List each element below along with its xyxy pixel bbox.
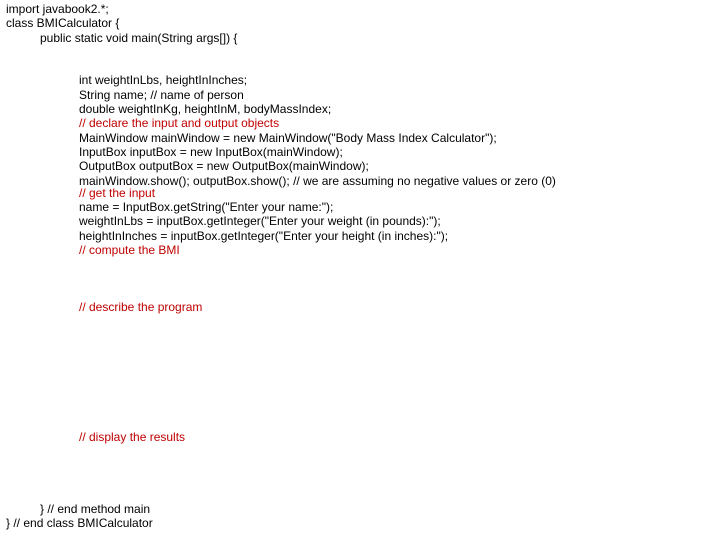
mainwindow-statement: MainWindow mainWindow = new MainWindow("Body Mass Index Calculator"); <box>79 131 497 145</box>
class-declaration: class BMICalculator { <box>6 16 120 30</box>
get-height-statement: heightInInches = inputBox.getInteger("Enter your height (in inches):"); <box>79 229 449 243</box>
show-statement: mainWindow.show(); outputBox.show(); // we are assuming no negative values or zero (0) <box>79 174 556 188</box>
int-declaration: int weightInLbs, heightInInches; <box>79 73 248 87</box>
comment-get-input: // get the input <box>79 186 156 200</box>
outputbox-statement: OutputBox outputBox = new OutputBox(mainWindow); <box>79 159 369 173</box>
double-declaration: double weightInKg, heightInM, bodyMassIndex; <box>79 102 332 116</box>
inputbox-statement: InputBox inputBox = new InputBox(mainWindow); <box>79 145 343 159</box>
get-name-statement: name = InputBox.getString("Enter your name:"); <box>79 200 334 214</box>
import-line: import javabook2.*; <box>6 2 109 16</box>
end-class: } // end class BMICalculator <box>6 516 153 530</box>
comment-compute-bmi: // compute the BMI <box>79 243 180 257</box>
comment-describe-program: // describe the program <box>79 300 203 314</box>
comment-display-results: // display the results <box>79 430 186 444</box>
comment-declare-objects: // declare the input and output objects <box>79 116 280 130</box>
string-declaration: String name; // name of person <box>79 88 244 102</box>
main-method-declaration: public static void main(String args[]) { <box>40 31 238 45</box>
get-weight-statement: weightInLbs = inputBox.getInteger("Enter your weight (in pounds):"); <box>79 214 441 228</box>
end-main-method: } // end method main <box>40 502 151 516</box>
